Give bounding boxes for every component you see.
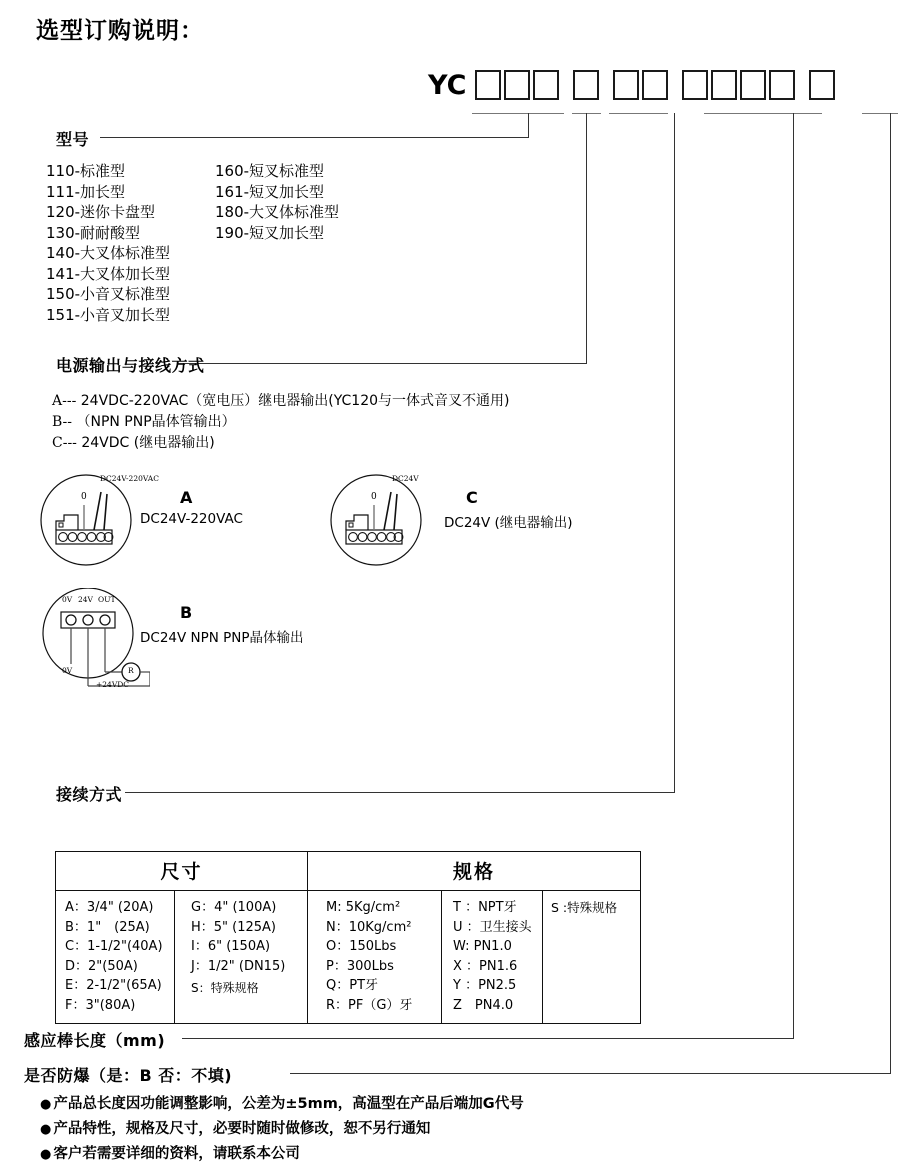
model-list-item: 111-加长型	[46, 182, 126, 201]
note-item	[40, 1092, 524, 1117]
spec-item: W: PN1.0	[453, 939, 512, 954]
table-header-row	[56, 852, 641, 891]
diagram-b-terminal-label-0v: 0V	[62, 595, 73, 604]
power-output-code: C---	[52, 435, 77, 451]
leader-bracket-connection	[609, 113, 668, 114]
bullet-icon: ●	[40, 1147, 52, 1162]
power-output-code: A---	[52, 393, 77, 409]
code-box[interactable]	[682, 70, 708, 100]
model-list-column-1	[46, 161, 170, 325]
code-box[interactable]	[740, 70, 766, 100]
leader-down-model	[528, 113, 529, 137]
table-header-specification: 规格	[308, 852, 641, 891]
spec-item: Q：PT牙	[326, 978, 379, 993]
power-output-text: 24VDC (继电器输出)	[81, 435, 215, 451]
note-item	[40, 1142, 524, 1167]
model-list-item: 161-短叉加长型	[215, 182, 325, 201]
spec-item: N：10Kg/cm²	[326, 919, 412, 935]
power-output-list	[52, 391, 509, 454]
power-output-text: 24VDC-220VAC（宽电压）继电器输出(YC120与一体式音叉不通用)	[80, 393, 510, 409]
spec-item: G：4" (100A)	[191, 900, 277, 915]
spec-item: D：2"(50A)	[65, 958, 138, 974]
cell-content	[56, 891, 174, 1023]
cell-content	[543, 891, 640, 926]
bullet-icon: ●	[40, 1097, 52, 1112]
leader-to-power-label	[177, 363, 587, 364]
power-output-item	[52, 412, 509, 433]
bullet-icon: ●	[40, 1122, 52, 1137]
diagram-b-letter: B	[180, 603, 193, 622]
wiring-diagram-a	[38, 472, 159, 568]
note-text: 产品特性，规格及尺寸，必要时随时做修改，恕不另行通知	[53, 1121, 431, 1137]
wiring-diagram-c	[328, 472, 424, 568]
model-list-item: 110-标准型	[46, 162, 126, 180]
model-list-item: 180-大叉体标准型	[215, 203, 340, 221]
diagram-b-terminal-label-out: OUT	[98, 595, 116, 604]
section-label-rod-length: 感应棒长度（mm)	[24, 1031, 166, 1050]
diagram-c-caption: DC24V (继电器输出)	[444, 515, 573, 531]
table-cell-spec-col1	[308, 891, 442, 1024]
table-cell-spec-col3	[543, 891, 641, 1024]
notes-list	[40, 1092, 524, 1167]
power-output-code: B--	[52, 414, 73, 430]
diagram-c-letter: C	[466, 488, 478, 507]
cell-content	[175, 891, 307, 1007]
note-item	[40, 1117, 524, 1142]
code-group-model	[475, 70, 562, 100]
model-code-prefix: YC	[428, 70, 467, 101]
leader-down-connection	[674, 113, 675, 792]
diagram-a-caption: DC24V-220VAC	[140, 511, 243, 527]
code-group-explosion-proof	[809, 70, 838, 100]
model-list-item: 150-小音叉标准型	[46, 285, 171, 303]
wiring-diagram-c-graphic	[328, 472, 424, 568]
leader-to-rod-length-label	[182, 1038, 794, 1039]
table-cell-dimension-col1	[56, 891, 175, 1024]
code-box[interactable]	[533, 70, 559, 100]
code-box[interactable]	[504, 70, 530, 100]
diagram-b-wire-zero-label: 0V	[62, 666, 73, 675]
model-list-item: 130-耐耐酸型	[46, 223, 141, 242]
power-output-item	[52, 433, 509, 454]
spec-item: M: 5Kg/cm²	[326, 900, 401, 915]
diagram-c-wire-label: DC24V	[392, 474, 419, 483]
code-box[interactable]	[613, 70, 639, 100]
table-header-dimension: 尺寸	[56, 852, 308, 891]
code-box[interactable]	[642, 70, 668, 100]
leader-bracket-explosion-proof	[862, 113, 898, 114]
code-box[interactable]	[769, 70, 795, 100]
spec-item: I：6" (150A)	[191, 939, 271, 954]
table-cell-spec-col2	[442, 891, 543, 1024]
wiring-diagram-b	[40, 588, 150, 698]
model-list-column-2	[215, 161, 339, 243]
diagram-a-terminal-zero: 0	[81, 492, 87, 502]
model-list-item: 140-大叉体标准型	[46, 244, 171, 262]
cell-content	[308, 891, 441, 1023]
wiring-diagram-a-graphic	[38, 472, 134, 568]
diagram-a-wire-label: DC24V-220VAC	[100, 474, 159, 483]
spec-item: F：3"(80A)	[65, 997, 136, 1013]
diagram-b-supply-label: +24VDC	[96, 680, 129, 689]
specification-table	[55, 851, 641, 1024]
spec-item: C：1-1/2"(40A)	[65, 939, 163, 954]
leader-to-model-label	[100, 137, 529, 138]
code-box[interactable]	[573, 70, 599, 100]
spec-item: P：300Lbs	[326, 958, 394, 974]
leader-down-rod-length	[793, 113, 794, 1038]
code-box[interactable]	[711, 70, 737, 100]
diagram-a-letter: A	[180, 488, 193, 507]
leader-bracket-model	[472, 113, 564, 114]
diagram-b-caption: DC24V NPN PNP晶体输出	[140, 630, 304, 646]
table-cell-dimension-col2	[175, 891, 308, 1024]
section-label-explosion-proof: 是否防爆（是：B 否：不填)	[24, 1066, 233, 1085]
note-text: 产品总长度因功能调整影响，公差为±5mm，高温型在产品后端加G代号	[53, 1096, 524, 1112]
code-group-power	[573, 70, 602, 100]
leader-down-power	[586, 113, 587, 363]
power-output-text: （NPN PNP晶体管输出）	[76, 414, 236, 430]
section-label-connection: 接续方式	[56, 785, 123, 804]
spec-item: E：2-1/2"(65A)	[65, 978, 162, 993]
spec-item: J：1/2" (DN15)	[191, 958, 286, 974]
leader-down-explosion-proof	[890, 113, 891, 1073]
diagram-b-terminal-label-24v: 24V	[78, 595, 93, 604]
spec-item: Z PN4.0	[453, 997, 514, 1013]
section-label-model: 型号	[56, 130, 90, 149]
model-list-item: 141-大叉体加长型	[46, 264, 171, 283]
model-list-item: 160-短叉标准型	[215, 162, 325, 180]
power-output-item	[52, 391, 509, 412]
spec-item: R：PF（G）牙	[326, 997, 413, 1013]
note-text: 客户若需要详细的资料，请联系本公司	[53, 1146, 300, 1162]
leader-to-connection-label	[125, 792, 675, 793]
code-box[interactable]	[809, 70, 835, 100]
spec-item: U ：卫生接头	[453, 919, 532, 935]
resistor-icon-label: R	[128, 666, 134, 675]
spec-item: O：150Lbs	[326, 939, 397, 954]
diagram-c-terminal-zero: 0	[371, 492, 377, 502]
leader-to-explosion-proof-label	[290, 1073, 891, 1074]
spec-item: S：特殊规格	[191, 981, 259, 995]
table-body-row	[56, 891, 641, 1024]
model-list-item: 120-迷你卡盘型	[46, 203, 156, 221]
code-group-rod-length	[682, 70, 798, 100]
model-list-item: 151-小音叉加长型	[46, 305, 171, 324]
spec-item: H：5" (125A)	[191, 919, 277, 935]
model-code-row	[428, 70, 838, 102]
model-list-item: 190-短叉加长型	[215, 223, 325, 242]
spec-item: X ：PN1.6	[453, 958, 518, 974]
spec-item: S :特殊规格	[551, 900, 618, 915]
spec-item: A：3/4" (20A)	[65, 900, 154, 915]
code-group-dimension	[613, 70, 671, 100]
spec-item: T ：NPT牙	[453, 900, 517, 915]
cell-content	[442, 891, 542, 1023]
spec-item: Y ：PN2.5	[453, 978, 517, 993]
leader-bracket-rod-length	[704, 113, 822, 114]
wiring-diagram-b-graphic	[40, 588, 150, 698]
section-label-power-output: 电源输出与接线方式	[56, 356, 205, 375]
spec-item: B：1" (25A)	[65, 919, 150, 935]
code-box[interactable]	[475, 70, 501, 100]
page-title: 选型订购说明：	[36, 18, 204, 44]
